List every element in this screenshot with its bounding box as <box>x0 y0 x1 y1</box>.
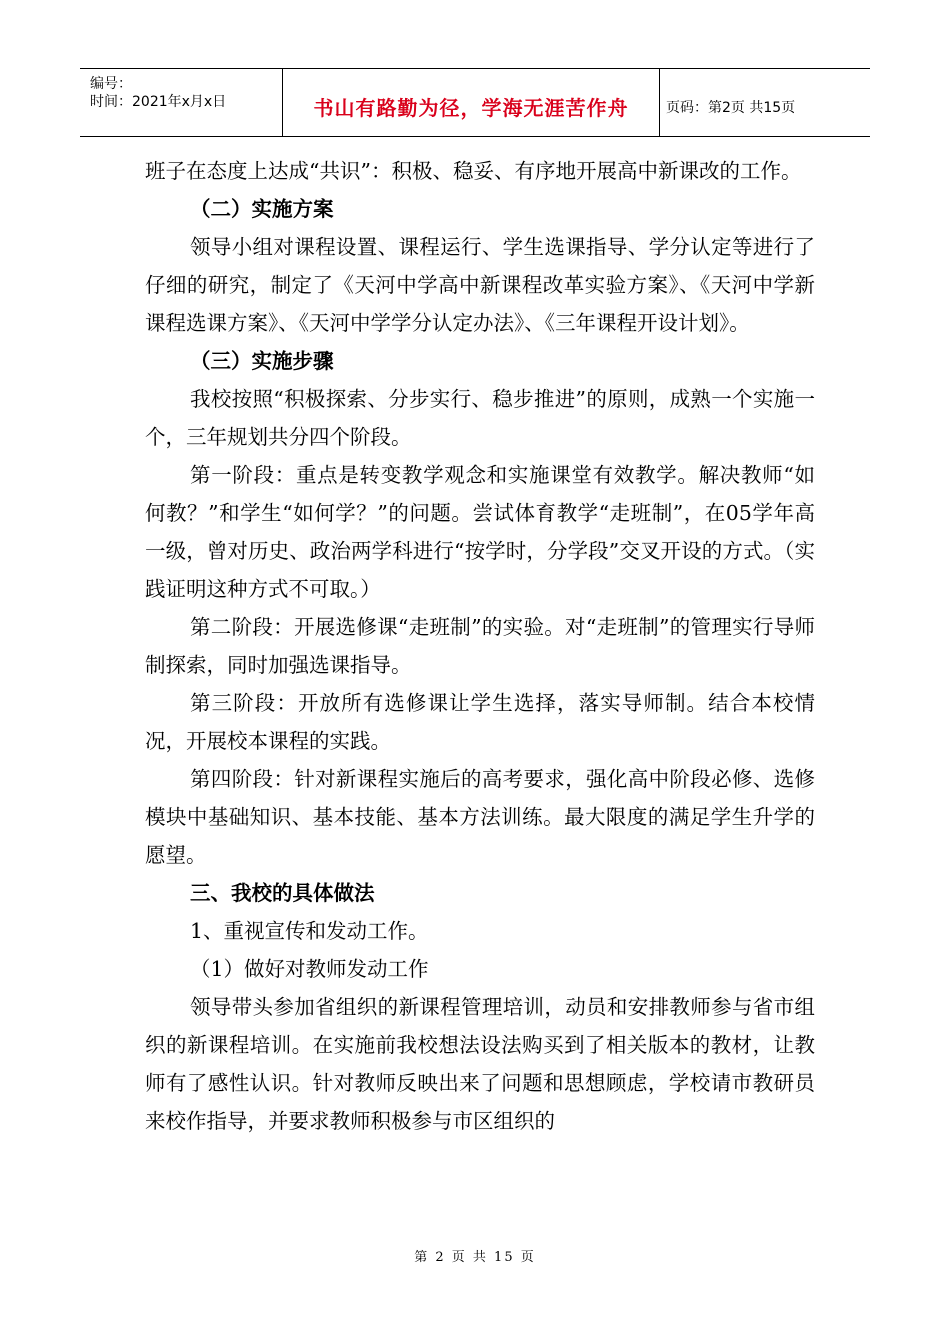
header-meta-cell <box>80 69 283 136</box>
time-label: 时间：2021年x月x日 <box>90 94 227 110</box>
motto-text: 书山有路勤为径，学海无涯苦作舟 <box>313 96 629 120</box>
section-heading: 三、我校的具体做法 <box>190 881 375 905</box>
paragraph: 班子在态度上达成“共识”：积极、稳妥、有序地开展高中新课改的工作。 <box>145 159 802 183</box>
page-code: 页码：第2页 共15页 <box>666 99 796 116</box>
paragraph: 领导带头参加省组织的新课程管理培训，动员和安排教师参与省市组织的新课程培训。在实施前我校想法设法购买到了相关版本的教材，让教师有了感性认识。针对教师反映出来了问题和思想顾虑，学校请市教研员来校作指导，并要求教师积极参与市区组织的 <box>145 995 815 1133</box>
page-footer: 第 2 页 共 15 页 <box>414 1250 536 1265</box>
header-table <box>80 68 870 137</box>
paragraph: 领导小组对课程设置、课程运行、学生选课指导、学分认定等进行了仔细的研究，制定了《天河中学高中新课程改革实验方案》、《天河中学新课程选课方案》、《天河中学学分认定办法》、《三年课程开设计划》。 <box>145 235 815 335</box>
header-motto-cell <box>283 69 660 136</box>
paragraph: 第一阶段：重点是转变教学观念和实施课堂有效教学。解决教师“如何教？”和学生“如何学？”的问题。尝试体育教学“走班制”，在05学年高一级，曾对历史、政治两学科进行“按学时，分学段”交叉开设的方式。（实践证明这种方式不可取。） <box>145 463 815 601</box>
paragraph: 第四阶段：针对新课程实施后的高考要求，强化高中阶段必修、选修模块中基础知识、基本技能、基本方法训练。最大限度的满足学生升学的愿望。 <box>145 767 815 867</box>
paragraph: 1、重视宣传和发动工作。 <box>190 919 429 943</box>
paragraph: 第三阶段：开放所有选修课让学生选择，落实导师制。结合本校情况，开展校本课程的实践。 <box>145 691 815 753</box>
subsection-heading: （1）做好对教师发动工作 <box>190 957 429 981</box>
paragraph: 第二阶段：开展选修课“走班制”的实验。对“走班制”的管理实行导师制探索，同时加强选课指导。 <box>145 615 815 677</box>
number-label: 编号： <box>90 76 132 92</box>
paragraph: 我校按照“积极探索、分步实行、稳步推进”的原则，成熟一个实施一个，三年规划共分四个阶段。 <box>145 387 815 449</box>
section-heading: （三）实施步骤 <box>190 349 334 373</box>
document-body <box>145 152 815 1140</box>
header-page-cell <box>660 69 870 136</box>
section-heading: （二）实施方案 <box>190 197 334 221</box>
